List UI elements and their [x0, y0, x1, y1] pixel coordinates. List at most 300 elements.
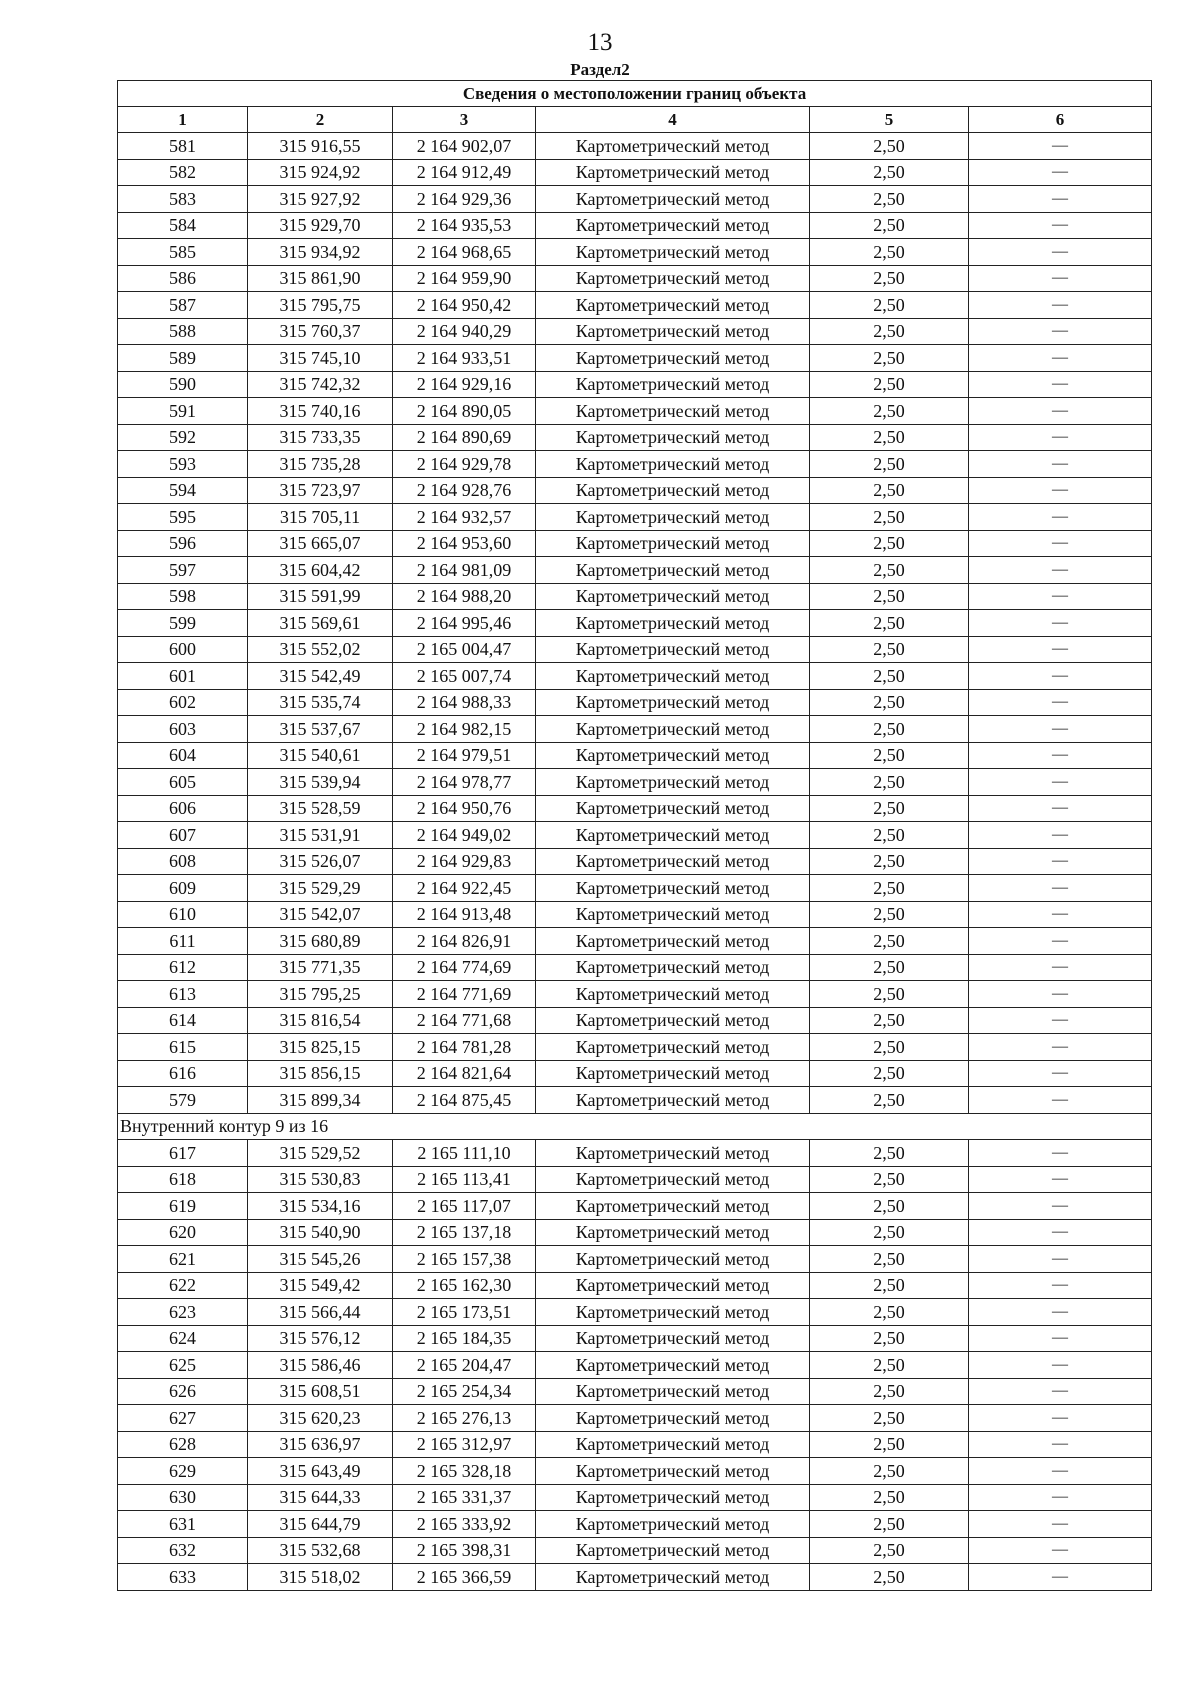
point-number-cell: 594 [118, 477, 248, 504]
column-header-2: 2 [248, 107, 393, 133]
x-coordinate-cell: 315 540,61 [248, 742, 393, 769]
method-cell: Картометрический метод [536, 1352, 810, 1379]
table-row [118, 1484, 1152, 1511]
accuracy-cell: 2,50 [810, 1352, 969, 1379]
point-number-cell: 595 [118, 504, 248, 531]
table-row [118, 1325, 1152, 1352]
accuracy-cell: 2,50 [810, 1193, 969, 1220]
y-coordinate-cell: 2 165 113,41 [393, 1166, 536, 1193]
x-coordinate-cell: 315 924,92 [248, 159, 393, 186]
method-cell: Картометрический метод [536, 795, 810, 822]
y-coordinate-cell: 2 165 157,38 [393, 1246, 536, 1273]
point-number-cell: 599 [118, 610, 248, 637]
description-cell: — [969, 1272, 1152, 1299]
accuracy-cell: 2,50 [810, 1511, 969, 1538]
accuracy-cell: 2,50 [810, 1458, 969, 1485]
x-coordinate-cell: 315 745,10 [248, 345, 393, 372]
point-number-cell: 593 [118, 451, 248, 478]
point-number-cell: 629 [118, 1458, 248, 1485]
column-header-5: 5 [810, 107, 969, 133]
x-coordinate-cell: 315 526,07 [248, 848, 393, 875]
y-coordinate-cell: 2 164 932,57 [393, 504, 536, 531]
method-cell: Картометрический метод [536, 1219, 810, 1246]
point-number-cell: 630 [118, 1484, 248, 1511]
coordinates-table [117, 80, 1152, 1591]
x-coordinate-cell: 315 927,92 [248, 186, 393, 213]
description-cell: — [969, 1140, 1152, 1167]
accuracy-cell: 2,50 [810, 954, 969, 981]
y-coordinate-cell: 2 164 959,90 [393, 265, 536, 292]
x-coordinate-cell: 315 636,97 [248, 1431, 393, 1458]
x-coordinate-cell: 315 532,68 [248, 1537, 393, 1564]
point-number-cell: 584 [118, 212, 248, 239]
method-cell: Картометрический метод [536, 1140, 810, 1167]
accuracy-cell: 2,50 [810, 398, 969, 425]
method-cell: Картометрический метод [536, 1034, 810, 1061]
x-coordinate-cell: 315 742,32 [248, 371, 393, 398]
y-coordinate-cell: 2 164 781,28 [393, 1034, 536, 1061]
point-number-cell: 603 [118, 716, 248, 743]
description-cell: — [969, 1484, 1152, 1511]
accuracy-cell: 2,50 [810, 557, 969, 584]
accuracy-cell: 2,50 [810, 1431, 969, 1458]
x-coordinate-cell: 315 518,02 [248, 1564, 393, 1591]
method-cell: Картометрический метод [536, 239, 810, 266]
x-coordinate-cell: 315 795,75 [248, 292, 393, 319]
x-coordinate-cell: 315 861,90 [248, 265, 393, 292]
y-coordinate-cell: 2 165 004,47 [393, 636, 536, 663]
point-number-cell: 583 [118, 186, 248, 213]
description-cell: — [969, 636, 1152, 663]
method-cell: Картометрический метод [536, 1511, 810, 1538]
y-coordinate-cell: 2 165 333,92 [393, 1511, 536, 1538]
point-number-cell: 587 [118, 292, 248, 319]
table-row [118, 1564, 1152, 1591]
table-row [118, 1193, 1152, 1220]
description-cell: — [969, 292, 1152, 319]
accuracy-cell: 2,50 [810, 583, 969, 610]
description-cell: — [969, 689, 1152, 716]
method-cell: Картометрический метод [536, 451, 810, 478]
description-cell: — [969, 159, 1152, 186]
table-row [118, 1458, 1152, 1485]
y-coordinate-cell: 2 164 875,45 [393, 1087, 536, 1114]
accuracy-cell: 2,50 [810, 1060, 969, 1087]
table-row [118, 716, 1152, 743]
table-row [118, 398, 1152, 425]
accuracy-cell: 2,50 [810, 716, 969, 743]
description-cell: — [969, 345, 1152, 372]
description-cell: — [969, 1458, 1152, 1485]
x-coordinate-cell: 315 586,46 [248, 1352, 393, 1379]
table-row [118, 1405, 1152, 1432]
accuracy-cell: 2,50 [810, 610, 969, 637]
table-row [118, 557, 1152, 584]
accuracy-cell: 2,50 [810, 1087, 969, 1114]
point-number-cell: 600 [118, 636, 248, 663]
point-number-cell: 632 [118, 1537, 248, 1564]
table-row [118, 583, 1152, 610]
method-cell: Картометрический метод [536, 345, 810, 372]
y-coordinate-cell: 2 164 978,77 [393, 769, 536, 796]
table-row [118, 981, 1152, 1008]
x-coordinate-cell: 315 535,74 [248, 689, 393, 716]
table-row [118, 795, 1152, 822]
description-cell: — [969, 928, 1152, 955]
description-cell: — [969, 1511, 1152, 1538]
y-coordinate-cell: 2 164 968,65 [393, 239, 536, 266]
table-row [118, 345, 1152, 372]
x-coordinate-cell: 315 530,83 [248, 1166, 393, 1193]
y-coordinate-cell: 2 164 981,09 [393, 557, 536, 584]
table-row [118, 954, 1152, 981]
description-cell: — [969, 610, 1152, 637]
table-row [118, 265, 1152, 292]
point-number-cell: 625 [118, 1352, 248, 1379]
contour-label-row [118, 1113, 1152, 1140]
x-coordinate-cell: 315 540,90 [248, 1219, 393, 1246]
method-cell: Картометрический метод [536, 186, 810, 213]
method-cell: Картометрический метод [536, 292, 810, 319]
accuracy-cell: 2,50 [810, 239, 969, 266]
column-header-3: 3 [393, 107, 536, 133]
point-number-cell: 618 [118, 1166, 248, 1193]
point-number-cell: 617 [118, 1140, 248, 1167]
contour-label: Внутренний контур 9 из 16 [118, 1113, 1152, 1140]
method-cell: Картометрический метод [536, 1193, 810, 1220]
y-coordinate-cell: 2 165 276,13 [393, 1405, 536, 1432]
point-number-cell: 592 [118, 424, 248, 451]
method-cell: Картометрический метод [536, 557, 810, 584]
column-header-6: 6 [969, 107, 1152, 133]
method-cell: Картометрический метод [536, 875, 810, 902]
point-number-cell: 628 [118, 1431, 248, 1458]
x-coordinate-cell: 315 825,15 [248, 1034, 393, 1061]
description-cell: — [969, 1034, 1152, 1061]
table-row [118, 1352, 1152, 1379]
description-cell: — [969, 186, 1152, 213]
table-row [118, 742, 1152, 769]
method-cell: Картометрический метод [536, 1484, 810, 1511]
point-number-cell: 619 [118, 1193, 248, 1220]
description-cell: — [969, 716, 1152, 743]
point-number-cell: 598 [118, 583, 248, 610]
accuracy-cell: 2,50 [810, 292, 969, 319]
method-cell: Картометрический метод [536, 636, 810, 663]
y-coordinate-cell: 2 164 774,69 [393, 954, 536, 981]
x-coordinate-cell: 315 529,52 [248, 1140, 393, 1167]
method-cell: Картометрический метод [536, 610, 810, 637]
column-header-1: 1 [118, 107, 248, 133]
y-coordinate-cell: 2 165 254,34 [393, 1378, 536, 1405]
y-coordinate-cell: 2 164 949,02 [393, 822, 536, 849]
method-cell: Картометрический метод [536, 424, 810, 451]
x-coordinate-cell: 315 705,11 [248, 504, 393, 531]
description-cell: — [969, 424, 1152, 451]
x-coordinate-cell: 315 620,23 [248, 1405, 393, 1432]
method-cell: Картометрический метод [536, 159, 810, 186]
y-coordinate-cell: 2 165 137,18 [393, 1219, 536, 1246]
y-coordinate-cell: 2 165 366,59 [393, 1564, 536, 1591]
y-coordinate-cell: 2 165 111,10 [393, 1140, 536, 1167]
table-row [118, 371, 1152, 398]
point-number-cell: 586 [118, 265, 248, 292]
y-coordinate-cell: 2 164 988,33 [393, 689, 536, 716]
accuracy-cell: 2,50 [810, 212, 969, 239]
description-cell: — [969, 1219, 1152, 1246]
point-number-cell: 609 [118, 875, 248, 902]
accuracy-cell: 2,50 [810, 795, 969, 822]
y-coordinate-cell: 2 165 162,30 [393, 1272, 536, 1299]
y-coordinate-cell: 2 164 950,76 [393, 795, 536, 822]
description-cell: — [969, 530, 1152, 557]
accuracy-cell: 2,50 [810, 875, 969, 902]
method-cell: Картометрический метод [536, 1246, 810, 1273]
table-row [118, 1511, 1152, 1538]
accuracy-cell: 2,50 [810, 848, 969, 875]
description-cell: — [969, 1352, 1152, 1379]
description-cell: — [969, 769, 1152, 796]
description-cell: — [969, 742, 1152, 769]
accuracy-cell: 2,50 [810, 451, 969, 478]
y-coordinate-cell: 2 165 331,37 [393, 1484, 536, 1511]
table-body [118, 81, 1152, 1591]
x-coordinate-cell: 315 542,07 [248, 901, 393, 928]
y-coordinate-cell: 2 164 988,20 [393, 583, 536, 610]
y-coordinate-cell: 2 164 890,69 [393, 424, 536, 451]
method-cell: Картометрический метод [536, 1405, 810, 1432]
x-coordinate-cell: 315 643,49 [248, 1458, 393, 1485]
description-cell: — [969, 1325, 1152, 1352]
y-coordinate-cell: 2 165 117,07 [393, 1193, 536, 1220]
method-cell: Картометрический метод [536, 1458, 810, 1485]
y-coordinate-cell: 2 164 995,46 [393, 610, 536, 637]
method-cell: Картометрический метод [536, 822, 810, 849]
description-cell: — [969, 398, 1152, 425]
point-number-cell: 596 [118, 530, 248, 557]
table-row [118, 212, 1152, 239]
point-number-cell: 588 [118, 318, 248, 345]
method-cell: Картометрический метод [536, 981, 810, 1008]
x-coordinate-cell: 315 542,49 [248, 663, 393, 690]
description-cell: — [969, 371, 1152, 398]
table-row [118, 1537, 1152, 1564]
point-number-cell: 610 [118, 901, 248, 928]
point-number-cell: 591 [118, 398, 248, 425]
x-coordinate-cell: 315 604,42 [248, 557, 393, 584]
x-coordinate-cell: 315 760,37 [248, 318, 393, 345]
y-coordinate-cell: 2 164 950,42 [393, 292, 536, 319]
accuracy-cell: 2,50 [810, 318, 969, 345]
accuracy-cell: 2,50 [810, 1246, 969, 1273]
accuracy-cell: 2,50 [810, 159, 969, 186]
method-cell: Картометрический метод [536, 477, 810, 504]
accuracy-cell: 2,50 [810, 1537, 969, 1564]
point-number-cell: 626 [118, 1378, 248, 1405]
table-row [118, 1087, 1152, 1114]
method-cell: Картометрический метод [536, 1272, 810, 1299]
description-cell: — [969, 318, 1152, 345]
y-coordinate-cell: 2 164 771,68 [393, 1007, 536, 1034]
point-number-cell: 582 [118, 159, 248, 186]
method-cell: Картометрический метод [536, 212, 810, 239]
description-cell: — [969, 477, 1152, 504]
point-number-cell: 608 [118, 848, 248, 875]
accuracy-cell: 2,50 [810, 265, 969, 292]
x-coordinate-cell: 315 534,16 [248, 1193, 393, 1220]
table-row [118, 451, 1152, 478]
x-coordinate-cell: 315 899,34 [248, 1087, 393, 1114]
description-cell: — [969, 1537, 1152, 1564]
table-row [118, 689, 1152, 716]
method-cell: Картометрический метод [536, 901, 810, 928]
point-number-cell: 615 [118, 1034, 248, 1061]
method-cell: Картометрический метод [536, 716, 810, 743]
x-coordinate-cell: 315 680,89 [248, 928, 393, 955]
table-row [118, 769, 1152, 796]
table-row [118, 1140, 1152, 1167]
table-row [118, 1299, 1152, 1326]
y-coordinate-cell: 2 164 929,16 [393, 371, 536, 398]
point-number-cell: 616 [118, 1060, 248, 1087]
y-coordinate-cell: 2 165 173,51 [393, 1299, 536, 1326]
accuracy-cell: 2,50 [810, 663, 969, 690]
description-cell: — [969, 1564, 1152, 1591]
x-coordinate-cell: 315 576,12 [248, 1325, 393, 1352]
point-number-cell: 621 [118, 1246, 248, 1273]
method-cell: Картометрический метод [536, 1007, 810, 1034]
y-coordinate-cell: 2 165 312,97 [393, 1431, 536, 1458]
accuracy-cell: 2,50 [810, 981, 969, 1008]
x-coordinate-cell: 315 816,54 [248, 1007, 393, 1034]
method-cell: Картометрический метод [536, 954, 810, 981]
point-number-cell: 604 [118, 742, 248, 769]
table-row [118, 477, 1152, 504]
x-coordinate-cell: 315 740,16 [248, 398, 393, 425]
x-coordinate-cell: 315 916,55 [248, 133, 393, 160]
table-row [118, 1219, 1152, 1246]
description-cell: — [969, 795, 1152, 822]
accuracy-cell: 2,50 [810, 345, 969, 372]
description-cell: — [969, 1166, 1152, 1193]
description-cell: — [969, 1378, 1152, 1405]
point-number-cell: 611 [118, 928, 248, 955]
y-coordinate-cell: 2 165 204,47 [393, 1352, 536, 1379]
table-row [118, 875, 1152, 902]
accuracy-cell: 2,50 [810, 1219, 969, 1246]
x-coordinate-cell: 315 644,33 [248, 1484, 393, 1511]
description-cell: — [969, 1087, 1152, 1114]
table-row [118, 928, 1152, 955]
method-cell: Картометрический метод [536, 583, 810, 610]
column-header-row [118, 107, 1152, 133]
table-row [118, 318, 1152, 345]
method-cell: Картометрический метод [536, 1431, 810, 1458]
description-cell: — [969, 557, 1152, 584]
x-coordinate-cell: 315 856,15 [248, 1060, 393, 1087]
description-cell: — [969, 1431, 1152, 1458]
table-row [118, 1378, 1152, 1405]
point-number-cell: 579 [118, 1087, 248, 1114]
point-number-cell: 590 [118, 371, 248, 398]
accuracy-cell: 2,50 [810, 928, 969, 955]
x-coordinate-cell: 315 528,59 [248, 795, 393, 822]
x-coordinate-cell: 315 733,35 [248, 424, 393, 451]
method-cell: Картометрический метод [536, 1060, 810, 1087]
method-cell: Картометрический метод [536, 1087, 810, 1114]
point-number-cell: 601 [118, 663, 248, 690]
x-coordinate-cell: 315 529,29 [248, 875, 393, 902]
y-coordinate-cell: 2 165 184,35 [393, 1325, 536, 1352]
description-cell: — [969, 1299, 1152, 1326]
point-number-cell: 607 [118, 822, 248, 849]
page-number: 13 [587, 29, 613, 56]
y-coordinate-cell: 2 164 929,36 [393, 186, 536, 213]
y-coordinate-cell: 2 164 912,49 [393, 159, 536, 186]
accuracy-cell: 2,50 [810, 133, 969, 160]
description-cell: — [969, 504, 1152, 531]
point-number-cell: 597 [118, 557, 248, 584]
description-cell: — [969, 1060, 1152, 1087]
accuracy-cell: 2,50 [810, 822, 969, 849]
accuracy-cell: 2,50 [810, 371, 969, 398]
method-cell: Картометрический метод [536, 848, 810, 875]
x-coordinate-cell: 315 608,51 [248, 1378, 393, 1405]
method-cell: Картометрический метод [536, 398, 810, 425]
method-cell: Картометрический метод [536, 769, 810, 796]
accuracy-cell: 2,50 [810, 689, 969, 716]
point-number-cell: 623 [118, 1299, 248, 1326]
accuracy-cell: 2,50 [810, 504, 969, 531]
point-number-cell: 605 [118, 769, 248, 796]
method-cell: Картометрический метод [536, 265, 810, 292]
point-number-cell: 581 [118, 133, 248, 160]
point-number-cell: 631 [118, 1511, 248, 1538]
y-coordinate-cell: 2 164 922,45 [393, 875, 536, 902]
y-coordinate-cell: 2 164 940,29 [393, 318, 536, 345]
accuracy-cell: 2,50 [810, 742, 969, 769]
y-coordinate-cell: 2 164 953,60 [393, 530, 536, 557]
accuracy-cell: 2,50 [810, 186, 969, 213]
point-number-cell: 613 [118, 981, 248, 1008]
y-coordinate-cell: 2 164 771,69 [393, 981, 536, 1008]
point-number-cell: 614 [118, 1007, 248, 1034]
point-number-cell: 633 [118, 1564, 248, 1591]
y-coordinate-cell: 2 164 913,48 [393, 901, 536, 928]
description-cell: — [969, 663, 1152, 690]
y-coordinate-cell: 2 164 935,53 [393, 212, 536, 239]
description-cell: — [969, 212, 1152, 239]
method-cell: Картометрический метод [536, 742, 810, 769]
y-coordinate-cell: 2 164 982,15 [393, 716, 536, 743]
y-coordinate-cell: 2 164 902,07 [393, 133, 536, 160]
y-coordinate-cell: 2 165 007,74 [393, 663, 536, 690]
accuracy-cell: 2,50 [810, 530, 969, 557]
table-row [118, 636, 1152, 663]
description-cell: — [969, 848, 1152, 875]
point-number-cell: 620 [118, 1219, 248, 1246]
method-cell: Картометрический метод [536, 663, 810, 690]
description-cell: — [969, 133, 1152, 160]
x-coordinate-cell: 315 723,97 [248, 477, 393, 504]
accuracy-cell: 2,50 [810, 1272, 969, 1299]
x-coordinate-cell: 315 549,42 [248, 1272, 393, 1299]
table-row [118, 848, 1152, 875]
description-cell: — [969, 901, 1152, 928]
table-row [118, 159, 1152, 186]
table-row [118, 133, 1152, 160]
y-coordinate-cell: 2 164 826,91 [393, 928, 536, 955]
